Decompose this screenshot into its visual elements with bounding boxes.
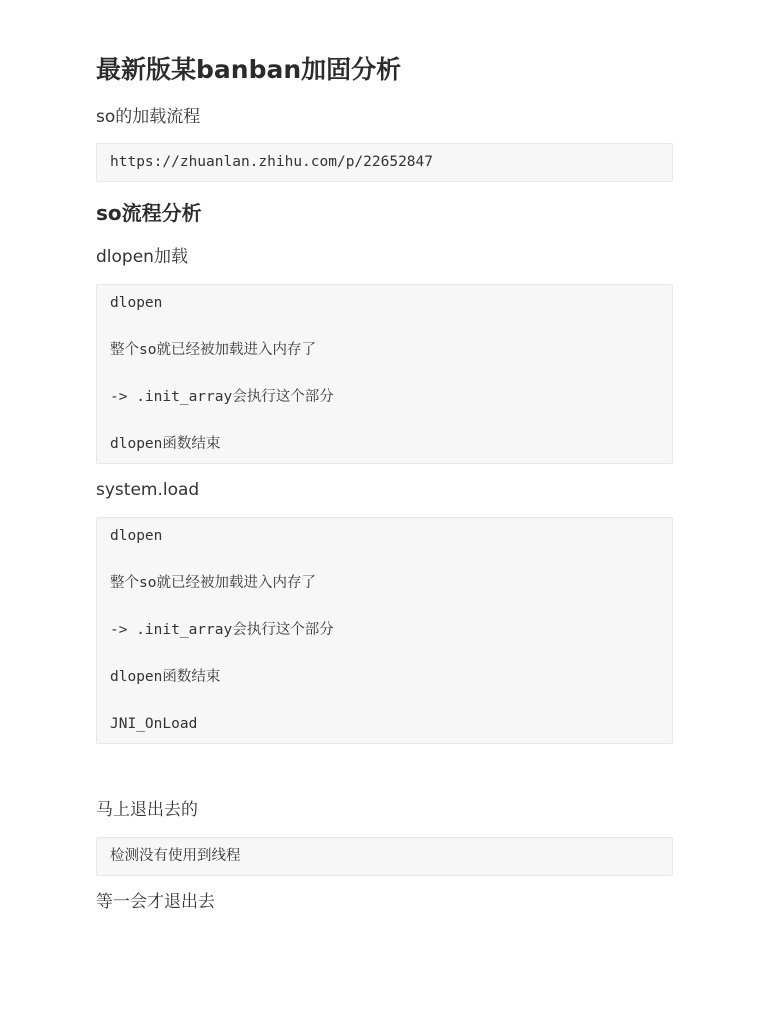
code-block-system-load [96, 517, 673, 744]
code-line: 整个so就已经被加载进入内存了 [110, 342, 316, 358]
section-heading: so流程分析 [96, 201, 202, 225]
dlopen-label: dlopen加载 [96, 247, 188, 267]
wait-label: 等一会才退出去 [96, 892, 215, 912]
code-line: dlopen函数结束 [110, 436, 221, 452]
code-line: JNI_OnLoad [110, 716, 198, 732]
code-line: -> .init_array会执行这个部分 [110, 389, 334, 405]
exit-label: 马上退出去的 [96, 800, 198, 820]
code-line: 整个so就已经被加载进入内存了 [110, 575, 316, 591]
code-block-dlopen [96, 284, 673, 464]
code-block-exit [96, 837, 673, 876]
code-line: 检测没有使用到线程 [110, 848, 241, 864]
code-block-url [96, 143, 673, 182]
page-title: 最新版某banban加固分析 [96, 55, 402, 84]
code-line: dlopen [110, 528, 163, 544]
code-line: -> .init_array会执行这个部分 [110, 622, 334, 638]
system-load-label: system.load [96, 480, 200, 500]
code-line: dlopen函数结束 [110, 669, 221, 685]
intro-label: so的加载流程 [96, 107, 201, 127]
code-line-url[interactable]: https://zhuanlan.zhihu.com/p/22652847 [110, 154, 434, 170]
code-line: dlopen [110, 295, 163, 311]
